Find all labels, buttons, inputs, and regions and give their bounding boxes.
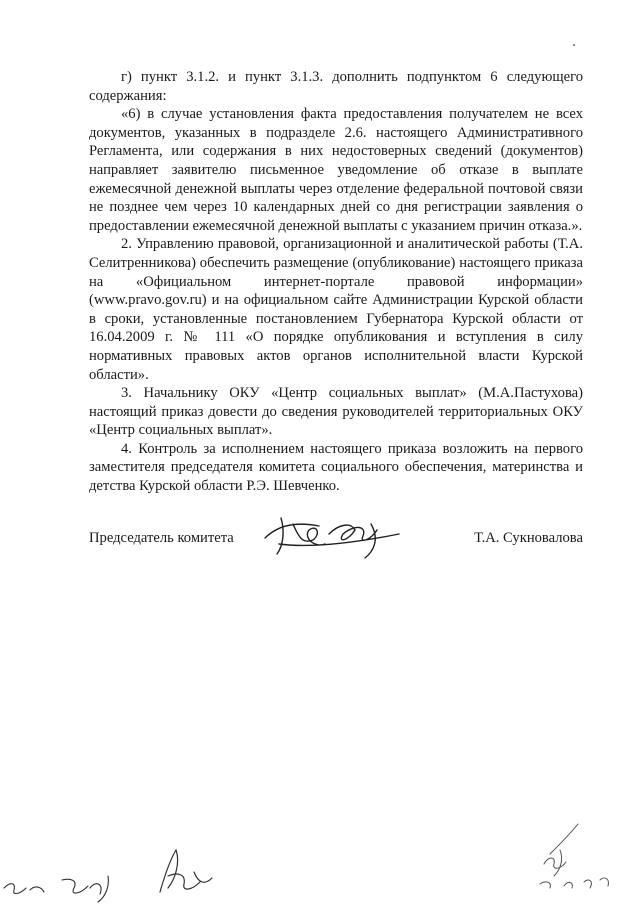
signatory-name: Т.А. Сукновалова [474, 530, 583, 546]
initials-bottom-right [530, 820, 620, 900]
paragraph-2-publication: 2. Управлению правовой, организационной и аналитической работы (Т.А. Селитренникова) обеспечить размещение (опубликование) настоящего приказа на «Официальном интернет-портале правовой информации» (www.pravo.gov.ru) и на официальном сайте Администрации Курской области в сроки, установленные постановлением Губернатора Курской области от 16.04.2009 г. № 111 «О порядке опубликования и вступления в силу нормативных правовых актов органов исполнительной власти Курской области». [89, 236, 583, 383]
paragraph-4-control: 4. Контроль за исполнением настоящего приказа возложить на первого заместителя председателя комитета социального обеспечения, материнства и детства Курской области Р.Э. Шевченко. [89, 440, 583, 495]
signatory-title: Председатель комитета [89, 530, 234, 546]
initials-bottom-left [0, 858, 140, 903]
signature-block [89, 526, 583, 566]
paragraph-subpoint-6: «6) в случае установления факта предоставления получателем не всех документов, указанных в подразделе 2.6. настоящего Административного Регламента, или содержания в них недостоверных сведений (документов) направляет заявителю письменное уведомление об отказе в выплате ежемесячной денежной выплаты через отделение федеральной почтовой связи не позднее чем через 10 календарных дней со дня регистрации заявления о предоставлении ежемесячной денежной выплаты с указанием причин отказа.». [89, 106, 583, 234]
paragraph-amendment: г) пункт 3.1.2. и пункт 3.1.3. дополнить подпунктом 6 следующего содержания: [89, 69, 583, 104]
handwritten-signature [259, 504, 409, 564]
paragraph-3-notify: 3. Начальнику ОКУ «Центр социальных выплат» (М.А.Пастухова) настоящий приказ довести до сведения руководителей территориальных ОКУ «Центр социальных выплат». [89, 385, 583, 439]
scan-speck [573, 44, 575, 46]
body-text [89, 68, 583, 496]
initials-bottom-center [150, 842, 220, 900]
